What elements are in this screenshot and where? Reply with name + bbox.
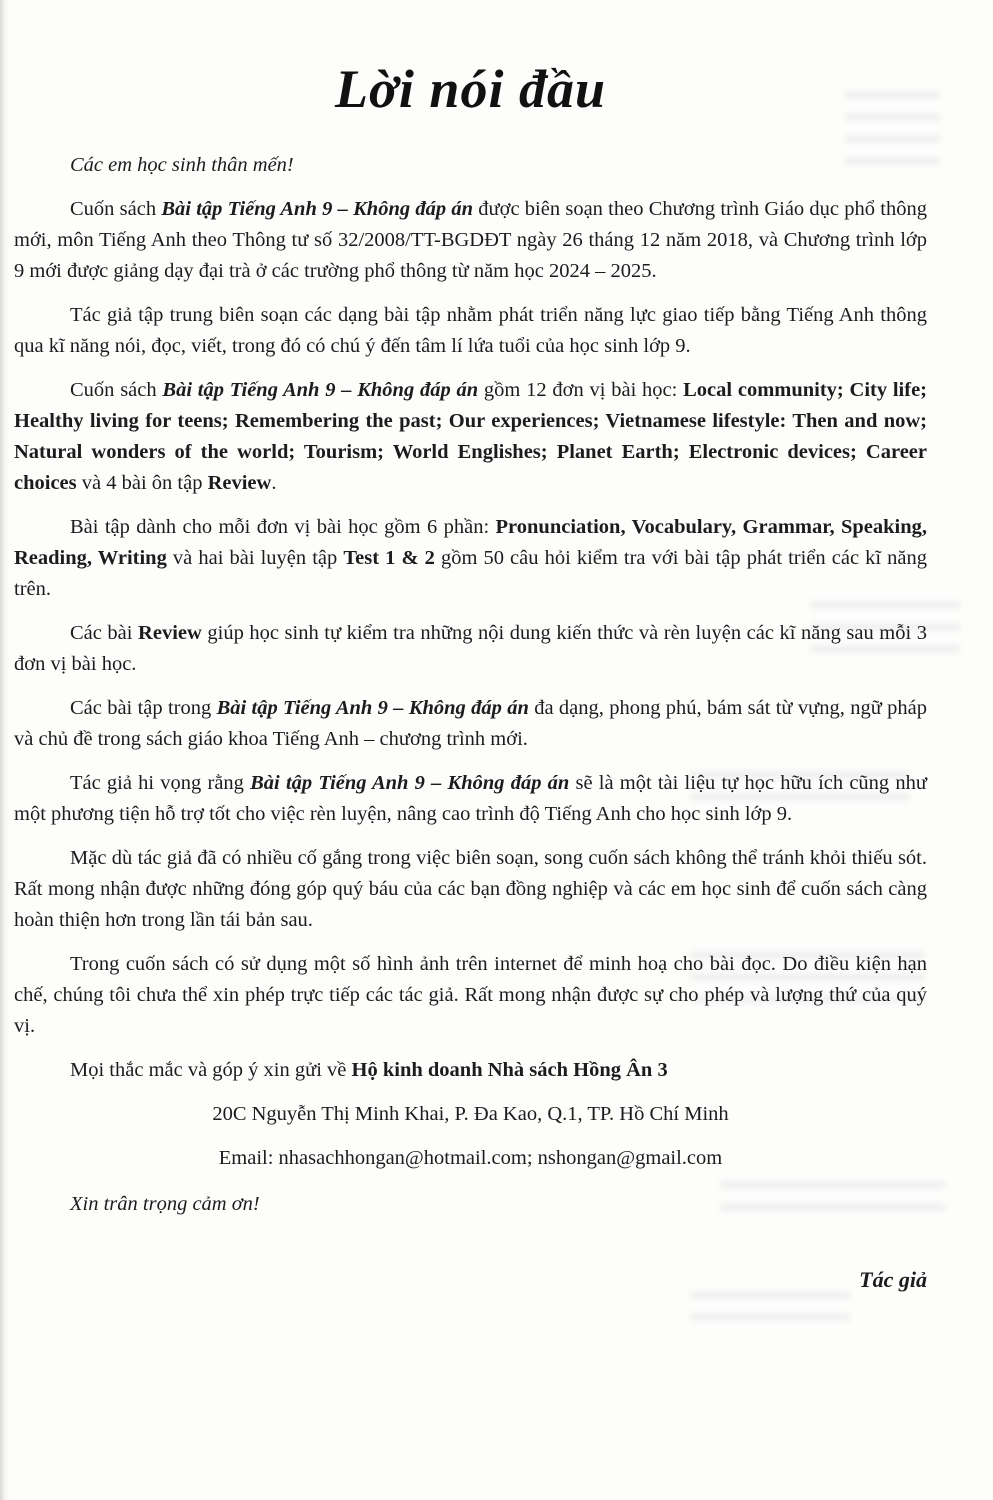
paragraph — [14, 1143, 927, 1174]
text-run: Hộ kinh doanh Nhà sách Hồng Ân 3 — [351, 1059, 668, 1081]
closing-line: Xin trân trọng cảm ơn! — [70, 1193, 260, 1215]
author-signature: Tác giả — [859, 1267, 927, 1292]
text-run: giúp học sinh tự kiểm tra những nội dung kiến thức và rèn luyện các kĩ năng sau mỗi 3 đơn vị bài học. — [14, 622, 927, 675]
text-run: gồm 50 câu hỏi kiểm tra với bài tập phát triển các kĩ năng trên. — [14, 547, 927, 600]
page-title: Lời nói đầu — [334, 59, 607, 119]
paragraph — [14, 768, 927, 830]
text-run: gồm 12 đơn vị bài học: — [478, 379, 684, 401]
text-run: Mọi thắc mắc và góp ý xin gửi về — [70, 1059, 352, 1081]
paragraph — [14, 843, 927, 936]
paragraph — [14, 1099, 927, 1130]
text-run: Cuốn sách — [70, 379, 163, 401]
paragraph — [14, 512, 927, 605]
paragraph — [14, 375, 927, 499]
text-run: Bài tập Tiếng Anh 9 – Không đáp án — [162, 379, 479, 401]
text-run: và hai bài luyện tập — [166, 547, 344, 569]
text-run: Bài tập Tiếng Anh 9 – Không đáp án — [216, 697, 529, 719]
text-run: Email: nhasachhongan@hotmail.com; nshongan@gmail.com — [218, 1147, 723, 1169]
text-run: Tác giả tập trung biên soạn các dạng bài tập nhằm phát triển năng lực giao tiếp bằng Tiếng Anh thông qua kĩ năng nói, đọc, viết, trong đó có chú ý đến tâm lí lứa tuổi của học sinh lớp 9. — [14, 304, 927, 357]
text-run: Pronunciation, Vocabulary, Grammar, Speaking, Reading, Writing — [14, 516, 927, 569]
text-run: sẽ là một tài liệu tự học hữu ích cũng như một phương tiện hỗ trợ tốt cho việc rèn luyện, nâng cao trình độ Tiếng Anh cho học sinh lớp 9. — [14, 772, 927, 825]
text-run: Cuốn sách — [70, 198, 162, 220]
text-run: Trong cuốn sách có sử dụng một số hình ảnh trên internet để minh hoạ cho bài đọc. Do điều kiện hạn chế, chúng tôi chưa thể xin phép trực tiếp các tác giả. Rất mong nhận được sự cho phép và lượng thứ của quý vị. — [14, 953, 927, 1037]
paragraph — [14, 300, 927, 362]
scan-edge-shadow — [0, 0, 9, 1500]
paragraph — [14, 618, 927, 680]
text-run: Các bài — [70, 622, 139, 644]
text-run: được biên soạn theo Chương trình Giáo dục phổ thông mới, môn Tiếng Anh theo Thông tư số 32/2008/TT-BGDĐT ngày 26 tháng 12 năm 2018, và Chương trình lớp 9 mới được giảng dạy đại trà ở các trường phổ thông từ năm học 2024 – 2025. — [14, 198, 927, 282]
text-run: Local community; City life; Healthy living for teens; Remembering the past; Our experiences; Vietnamese lifestyle: Then and now; Natural wonders of the world; Tourism; World Englishes; Planet Earth; Electronic devices; Career choices — [14, 379, 928, 494]
text-run: Các bài tập trong — [70, 697, 217, 719]
paragraph — [14, 1055, 927, 1086]
text-run: Bài tập Tiếng Anh 9 – Không đáp án — [161, 198, 473, 220]
text-run: và 4 bài ôn tập — [76, 472, 208, 494]
text-run: Mặc dù tác giả đã có nhiều cố gắng trong việc biên soạn, song cuốn sách không thể tránh khỏi thiếu sót. Rất mong nhận được những đóng góp quý báu của các bạn đồng nghiệp và các em học sinh để cuốn sách càng hoàn thiện hơn trong lần tái bản sau. — [14, 847, 927, 931]
preface-content — [14, 58, 927, 1295]
paragraph — [14, 194, 927, 287]
preface-flow — [14, 150, 927, 1174]
text-run: Bài tập Tiếng Anh 9 – Không đáp án — [250, 772, 570, 794]
text-run: Review — [207, 472, 272, 494]
text-run: Review — [138, 622, 202, 644]
paragraph — [14, 693, 927, 755]
text-run: đa dạng, phong phú, bám sát từ vựng, ngữ pháp và chủ đề trong sách giáo khoa Tiếng Anh – chương trình mới. — [14, 697, 927, 750]
paragraph — [14, 150, 927, 181]
text-run: Tác giả hi vọng rằng — [70, 772, 251, 794]
text-run: Các em học sinh thân mến! — [70, 154, 294, 176]
text-run: Test 1 & 2 — [343, 547, 435, 569]
text-run: 20C Nguyễn Thị Minh Khai, P. Đa Kao, Q.1, TP. Hồ Chí Minh — [212, 1103, 729, 1125]
text-run: Bài tập dành cho mỗi đơn vị bài học gồm 6 phần: — [70, 516, 496, 538]
text-run: . — [271, 472, 277, 494]
paragraph — [14, 949, 927, 1042]
